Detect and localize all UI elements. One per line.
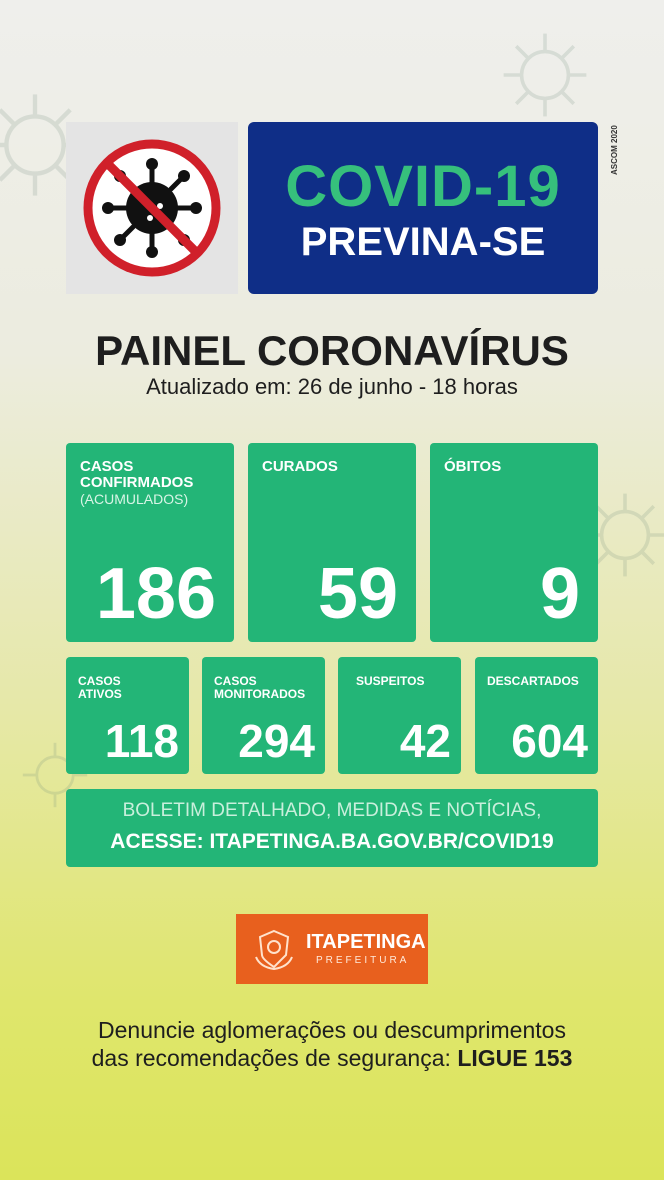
stat-label — [487, 675, 579, 688]
credit-label: ASCOM 2020 — [610, 125, 619, 175]
info-banner — [66, 789, 598, 867]
footer-line-2-text: das recomendações de segurança: — [91, 1045, 451, 1071]
stat-label-text: DESCARTADOS — [487, 674, 579, 688]
stat-card-confirmados — [66, 443, 234, 642]
no-virus-badge — [66, 122, 238, 294]
stat-card-obitos — [430, 443, 598, 642]
stat-card-ativos — [66, 657, 189, 774]
stat-label-text: CASOS MONITORADOS — [214, 674, 306, 701]
banner-subtitle: PREVINA-SE — [300, 220, 546, 264]
stat-sublabel: (ACUMULADOS) — [80, 491, 189, 507]
footer-line-2 — [0, 1044, 664, 1072]
footer-line-1: Denuncie aglomerações ou descumprimentos — [98, 1017, 566, 1043]
stat-value: 42 — [399, 715, 451, 767]
stat-value: 9 — [539, 554, 580, 634]
logo-subtitle: PREFEITURA — [316, 955, 410, 966]
logo-name: ITAPETINGA — [306, 931, 426, 953]
stat-label — [214, 675, 324, 701]
info-link[interactable]: ACESSE: ITAPETINGA.BA.GOV.BR/COVID19 — [110, 830, 554, 853]
stat-label — [356, 675, 424, 688]
stat-label-text: CURADOS — [262, 458, 338, 475]
panel-title: PAINEL CORONAVÍRUS — [95, 327, 569, 374]
stat-label — [262, 459, 338, 475]
stat-value: 186 — [95, 554, 216, 634]
stat-label-text: CASOS ATIVOS — [78, 674, 122, 701]
stat-value: 59 — [317, 554, 398, 634]
stat-card-monitorados — [202, 657, 325, 774]
stat-label — [444, 459, 501, 475]
info-line-1: BOLETIM DETALHADO, MEDIDAS E NOTÍCIAS, — [122, 800, 542, 821]
stat-value: 118 — [104, 715, 179, 767]
panel-updated: Atualizado em: 26 de junho - 18 horas — [146, 374, 518, 399]
footer-message — [0, 1016, 664, 1072]
stat-label-text: ÓBITOS — [444, 458, 502, 475]
footer-cta: LIGUE 153 — [457, 1045, 573, 1071]
stat-value: 604 — [511, 715, 588, 767]
stat-card-curados — [248, 443, 416, 642]
stat-card-descartados — [475, 657, 598, 774]
prefeitura-logo — [236, 914, 428, 984]
stat-label-text: CASOS CONFIRMADOS — [80, 458, 194, 491]
stat-card-suspeitos — [338, 657, 461, 774]
covid-title-banner — [248, 122, 598, 294]
no-virus-icon — [80, 136, 224, 280]
city-crest-icon — [252, 927, 296, 971]
banner-title: COVID-19 — [285, 154, 561, 219]
stat-label — [80, 459, 234, 507]
stat-label — [78, 675, 138, 701]
background-virus-icon — [500, 30, 590, 120]
stat-label-text: SUSPEITOS — [356, 674, 425, 688]
stat-value: 294 — [238, 715, 315, 767]
